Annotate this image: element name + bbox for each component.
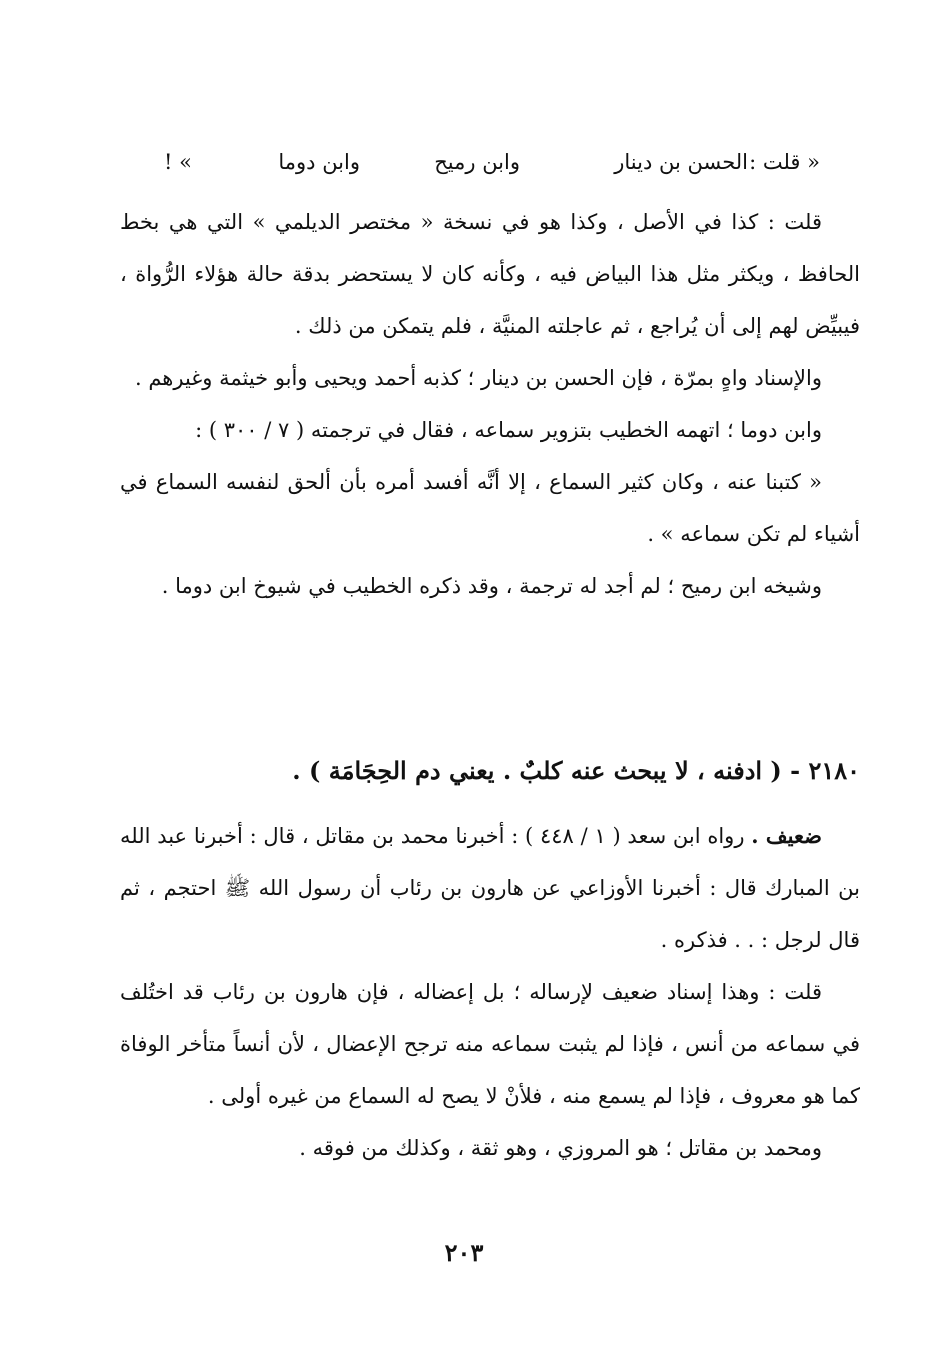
paragraph-muqatil: ومحمد بن مقاتل ؛ هو المروزي ، وهو ثقة ، وكذلك من فوقه .: [299, 1136, 822, 1160]
hadith-heading: ٢١٨٠ - ( ادفنه ، لا يبحث عنه كلبٌ . يعني دم الحِجَامَة ) .: [292, 756, 860, 785]
commentary-block-1: [120, 196, 860, 612]
paragraph-khatib-quote: « كتبنا عنه ، وكان كثير السماع ، إلا أنَّه أفسد أمره بأن ألحق لنفسه السماع في أشياء لم تكن سماعه » .: [120, 470, 860, 546]
page-number: ٢٠٣: [444, 1238, 484, 1267]
commentary-block-2: [120, 810, 860, 1174]
paragraph-ibn-rumayh: وشيخه ابن رميح ؛ لم أجد له ترجمة ، وقد ذكره الخطيب في شيوخ ابن دوما .: [161, 574, 822, 598]
quote-open: « قلت :: [749, 150, 820, 174]
paragraph-takhrij: [120, 810, 860, 966]
quote-name-duma: وابن دوما: [278, 150, 360, 174]
paragraph-note-blank: قلت : كذا في الأصل ، وكذا هو في نسخة « مختصر الديلمي » التي هي بخط الحافظ ، ويكثر مثل هذا البياض فيه ، وكأنه كان لا يستحضر بدقة حالة هؤلاء الرُّواة ، فيبيِّض لهم إلى أن يُراجع ، ثم عاجلته المنيَّة ، فلم يتمكن من ذلك .: [120, 210, 860, 338]
quote-close: » !: [164, 150, 192, 174]
paragraph-irsal: قلت : وهذا إسناد ضعيف لإرساله ؛ بل إعضاله ، فإن هارون بن رئاب قد اختُلف في سماعه من أنس ، فإذا لم يثبت سماعه منه ترجح الإعضال ، لأن أنساً متأخر الوفاة كما هو معروف ، فإذا لم يسمع منه ، فلأنْ لا يصح له السماع من غيره أولى .: [120, 980, 860, 1108]
quote-name-hasan: الحسن بن دينار: [614, 150, 748, 174]
paragraph-ibn-duma: وابن دوما ؛ اتهمه الخطيب بتزوير سماعه ، فقال في ترجمته ( ٧ / ٣٠٠ ) :: [195, 418, 822, 442]
quote-line: [120, 150, 820, 190]
quote-name-rumayh: وابن رميح: [434, 150, 520, 174]
takhrij-text: رواه ابن سعد ( ١ / ٤٤٨ ) : أخبرنا محمد بن مقاتل ، قال : أخبرنا عبد الله بن المبارك قال : أخبرنا الأوزاعي عن هارون بن رئاب أن رسول الله ﷺ احتجم ، ثم قال لرجل : . . فذكره .: [120, 824, 860, 952]
grade-label: ضعيف .: [751, 823, 822, 848]
paragraph-isnad-weak: والإسناد واهٍ بمرّة ، فإن الحسن بن دينار ؛ كذبه أحمد ويحيى وأبو خيثمة وغيرهم .: [134, 366, 822, 390]
